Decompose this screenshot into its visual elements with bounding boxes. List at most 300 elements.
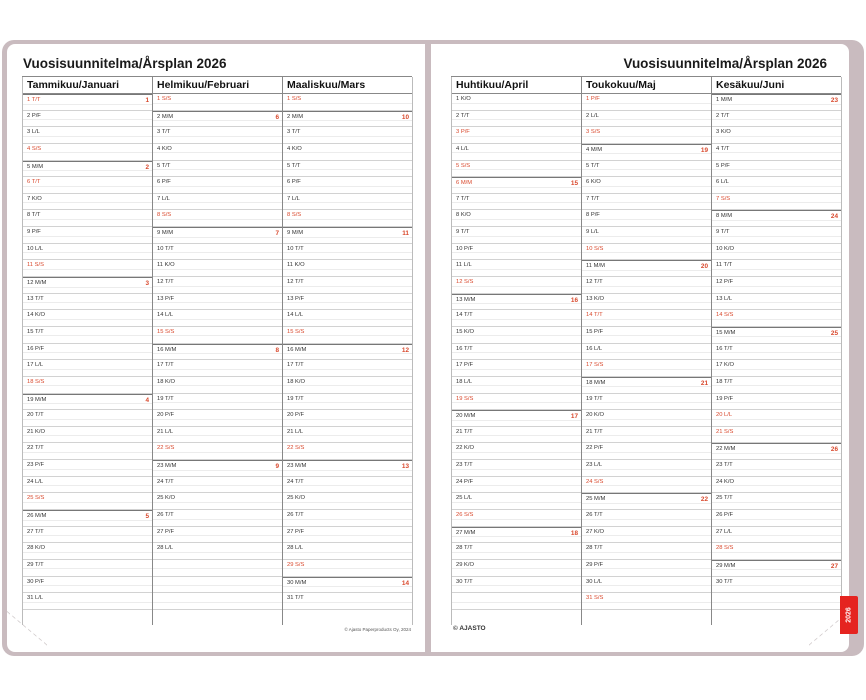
day-row[interactable] (23, 111, 152, 128)
day-row[interactable] (452, 593, 581, 610)
day-row[interactable] (283, 460, 412, 477)
day-row[interactable] (153, 377, 282, 394)
week-number: 10 (401, 113, 409, 121)
day-row[interactable] (452, 360, 581, 377)
day-row[interactable] (452, 294, 581, 311)
day-label: 22 T/T (27, 445, 44, 452)
ruling-line (153, 402, 282, 403)
day-row[interactable] (712, 460, 841, 477)
day-row[interactable] (283, 194, 412, 211)
ruling-line (23, 502, 152, 503)
ruling-line (23, 104, 152, 105)
day-row[interactable] (712, 410, 841, 427)
day-row[interactable] (712, 443, 841, 460)
ruling-line (712, 552, 841, 553)
day-row[interactable] (582, 377, 711, 394)
day-row[interactable] (23, 210, 152, 227)
day-row[interactable] (153, 210, 282, 227)
day-row[interactable] (153, 577, 282, 594)
day-row[interactable] (23, 344, 152, 361)
day-row[interactable] (712, 144, 841, 161)
day-row[interactable] (582, 493, 711, 510)
day-row[interactable] (712, 327, 841, 344)
ruling-line (153, 136, 282, 137)
ruling-line (153, 269, 282, 270)
day-row[interactable] (283, 111, 412, 128)
day-row[interactable] (712, 510, 841, 527)
day-row[interactable] (153, 593, 282, 610)
day-row[interactable] (283, 527, 412, 544)
day-label: 3 S/S (586, 129, 601, 136)
day-row[interactable] (283, 161, 412, 178)
ruling-line (582, 469, 711, 470)
day-label: 8 M/M (716, 213, 733, 220)
ruling-line (582, 535, 711, 536)
day-row[interactable] (712, 477, 841, 494)
week-number: 4 (145, 396, 149, 404)
day-row[interactable] (452, 144, 581, 161)
day-row[interactable] (23, 94, 152, 111)
day-row[interactable] (452, 577, 581, 594)
day-row[interactable] (23, 161, 152, 178)
day-row[interactable] (283, 360, 412, 377)
day-row[interactable] (153, 410, 282, 427)
day-label: 13 P/F (157, 295, 175, 302)
day-row[interactable] (23, 410, 152, 427)
day-row[interactable] (283, 260, 412, 277)
day-label: 30 L/L (586, 578, 603, 585)
day-row[interactable] (712, 227, 841, 244)
day-label: 24 T/T (287, 478, 304, 485)
day-row[interactable] (712, 493, 841, 510)
day-row[interactable] (153, 277, 282, 294)
day-row[interactable] (452, 177, 581, 194)
ruling-line (283, 335, 412, 336)
ruling-line (582, 319, 711, 320)
day-row[interactable] (712, 560, 841, 577)
ruling-line (153, 435, 282, 436)
day-row[interactable] (153, 493, 282, 510)
day-label: 12 S/S (456, 279, 474, 286)
ruling-line (153, 202, 282, 203)
day-row[interactable] (283, 493, 412, 510)
day-row[interactable] (23, 360, 152, 377)
day-row[interactable] (23, 294, 152, 311)
day-row[interactable] (582, 344, 711, 361)
day-row[interactable] (153, 227, 282, 244)
day-row[interactable] (452, 377, 581, 394)
day-row[interactable] (712, 161, 841, 178)
ruling-line (283, 136, 412, 137)
day-row[interactable] (712, 111, 841, 128)
ruling-line (582, 169, 711, 170)
ruling-line (23, 469, 152, 470)
ruling-line (582, 236, 711, 237)
day-row[interactable] (283, 410, 412, 427)
day-row[interactable] (452, 410, 581, 427)
day-label: 19 T/T (287, 395, 304, 402)
ruling-line (283, 470, 412, 471)
day-row[interactable] (153, 94, 282, 111)
day-row[interactable] (582, 577, 711, 594)
day-row[interactable] (582, 144, 711, 161)
day-row[interactable] (582, 127, 711, 144)
ruling-line (23, 186, 152, 187)
day-row[interactable] (153, 161, 282, 178)
day-row[interactable] (283, 327, 412, 344)
day-row[interactable] (283, 227, 412, 244)
ruling-line (153, 302, 282, 303)
day-row[interactable] (452, 394, 581, 411)
day-label: 22 S/S (287, 445, 305, 452)
ruling-line (582, 419, 711, 420)
day-label: 15 S/S (157, 328, 175, 335)
day-row[interactable] (153, 310, 282, 327)
day-row[interactable] (23, 543, 152, 560)
day-row[interactable] (712, 177, 841, 194)
day-row[interactable] (23, 310, 152, 327)
day-label: 22 S/S (157, 445, 175, 452)
day-row[interactable] (153, 260, 282, 277)
ruling-line (153, 120, 282, 121)
day-row[interactable] (582, 410, 711, 427)
day-row[interactable] (582, 177, 711, 194)
day-row[interactable] (452, 210, 581, 227)
day-label: 28 T/T (456, 545, 473, 552)
day-row[interactable] (452, 460, 581, 477)
day-row[interactable] (283, 294, 412, 311)
day-row[interactable] (153, 527, 282, 544)
day-row[interactable] (153, 477, 282, 494)
day-row[interactable] (23, 443, 152, 460)
day-row[interactable] (452, 543, 581, 560)
ruling-line (582, 369, 711, 370)
day-row[interactable] (712, 260, 841, 277)
year-tab[interactable] (840, 596, 858, 634)
day-row[interactable] (153, 460, 282, 477)
day-row[interactable] (283, 394, 412, 411)
day-row[interactable] (582, 227, 711, 244)
ruling-line (153, 353, 282, 354)
ruling-line (23, 369, 152, 370)
day-row[interactable] (153, 294, 282, 311)
day-row[interactable] (582, 94, 711, 111)
day-row[interactable] (283, 510, 412, 527)
day-row[interactable] (582, 277, 711, 294)
day-row[interactable] (712, 310, 841, 327)
ruling-line (23, 302, 152, 303)
day-row[interactable] (582, 194, 711, 211)
ruling-line (23, 520, 152, 521)
day-label: 14 K/O (27, 312, 46, 319)
day-row[interactable] (23, 493, 152, 510)
day-row[interactable] (452, 327, 581, 344)
day-label: 30 P/F (27, 578, 45, 585)
day-row[interactable] (283, 244, 412, 261)
day-row[interactable] (452, 344, 581, 361)
day-label: 14 L/L (157, 312, 174, 319)
ruling-line (582, 252, 711, 253)
day-label: 7 K/O (27, 195, 42, 202)
day-label: 12 P/F (716, 279, 734, 286)
day-row[interactable] (283, 310, 412, 327)
day-row[interactable] (582, 394, 711, 411)
day-row[interactable] (452, 560, 581, 577)
day-row[interactable] (23, 144, 152, 161)
day-row[interactable] (452, 510, 581, 527)
day-row[interactable] (153, 560, 282, 577)
day-row[interactable] (582, 161, 711, 178)
week-number: 1 (145, 97, 149, 104)
day-row[interactable] (712, 577, 841, 594)
ruling-line (153, 237, 282, 238)
day-row[interactable] (452, 310, 581, 327)
day-row[interactable] (153, 144, 282, 161)
day-label: 3 T/T (287, 129, 301, 136)
day-row[interactable] (23, 477, 152, 494)
week-number: 25 (830, 329, 838, 337)
day-row[interactable] (582, 327, 711, 344)
day-row[interactable] (23, 194, 152, 211)
day-row[interactable] (23, 593, 152, 610)
ruling-line (153, 585, 282, 586)
day-row[interactable] (23, 127, 152, 144)
ruling-line (23, 152, 152, 153)
day-label: 4 K/O (157, 145, 172, 152)
day-row[interactable] (452, 527, 581, 544)
day-label: 15 K/O (456, 328, 475, 335)
day-label: 20 L/L (716, 412, 733, 419)
day-label: 6 M/M (456, 180, 473, 187)
day-row[interactable] (582, 477, 711, 494)
day-row[interactable] (23, 244, 152, 261)
day-row[interactable] (153, 443, 282, 460)
day-row[interactable] (582, 260, 711, 277)
day-row[interactable] (582, 527, 711, 544)
day-row[interactable] (712, 427, 841, 444)
day-row[interactable] (452, 194, 581, 211)
day-row[interactable] (23, 277, 152, 294)
week-number: 22 (700, 496, 708, 504)
day-row[interactable] (23, 577, 152, 594)
day-label: 21 L/L (287, 428, 304, 435)
day-row[interactable] (582, 427, 711, 444)
week-number: 24 (830, 213, 838, 221)
day-row[interactable] (153, 194, 282, 211)
day-row[interactable] (23, 327, 152, 344)
day-label: 5 T/T (157, 162, 171, 169)
day-row[interactable] (582, 593, 711, 610)
day-label: 4 M/M (586, 146, 603, 153)
ruling-line (23, 552, 152, 553)
day-row[interactable] (582, 310, 711, 327)
ruling-line (23, 119, 152, 120)
day-row[interactable] (582, 510, 711, 527)
day-row[interactable] (23, 510, 152, 527)
day-row[interactable] (712, 210, 841, 227)
day-row[interactable] (23, 527, 152, 544)
day-row[interactable] (712, 527, 841, 544)
day-label: 3 P/F (456, 129, 470, 136)
day-label: 28 S/S (716, 545, 734, 552)
ruling-line (712, 453, 841, 454)
day-row[interactable] (23, 560, 152, 577)
day-label: 20 P/F (287, 412, 305, 419)
day-label: 7 S/S (716, 195, 731, 202)
day-row[interactable] (452, 227, 581, 244)
day-label: 13 T/T (27, 295, 44, 302)
day-label: 25 K/O (287, 495, 306, 502)
day-label: 30 T/T (456, 578, 473, 585)
day-row[interactable] (712, 94, 841, 111)
ruling-line (582, 352, 711, 353)
day-row[interactable] (712, 127, 841, 144)
day-row[interactable] (712, 194, 841, 211)
day-row[interactable] (23, 394, 152, 411)
day-row[interactable] (712, 543, 841, 560)
day-row[interactable] (452, 427, 581, 444)
day-label: 30 T/T (716, 578, 733, 585)
ruling-line (153, 385, 282, 386)
day-row[interactable] (712, 593, 841, 610)
day-row[interactable] (283, 144, 412, 161)
day-row[interactable] (452, 477, 581, 494)
day-row[interactable] (712, 294, 841, 311)
day-row[interactable] (23, 260, 152, 277)
day-row[interactable] (23, 227, 152, 244)
ruling-line (153, 169, 282, 170)
day-row[interactable] (452, 111, 581, 128)
day-label: 23 T/T (456, 462, 473, 469)
day-row[interactable] (452, 260, 581, 277)
day-row[interactable] (582, 460, 711, 477)
month-grid (22, 76, 412, 625)
day-row[interactable] (153, 244, 282, 261)
day-label: 25 M/M (586, 496, 606, 503)
day-row[interactable] (712, 377, 841, 394)
day-row[interactable] (153, 360, 282, 377)
day-row[interactable] (153, 111, 282, 128)
day-label: 13 K/O (586, 295, 605, 302)
day-row[interactable] (283, 210, 412, 227)
day-row[interactable] (582, 360, 711, 377)
day-row[interactable] (283, 443, 412, 460)
ruling-line (712, 469, 841, 470)
day-row[interactable] (283, 427, 412, 444)
day-label: 2 P/F (27, 112, 41, 119)
day-row[interactable] (283, 377, 412, 394)
day-row[interactable] (283, 277, 412, 294)
day-row[interactable] (283, 177, 412, 194)
ruling-line (582, 119, 711, 120)
day-row[interactable] (712, 360, 841, 377)
day-label: 3 K/O (716, 129, 731, 136)
day-row[interactable] (283, 94, 412, 111)
day-row[interactable] (283, 577, 412, 594)
day-label: 18 K/O (287, 378, 306, 385)
day-row[interactable] (582, 111, 711, 128)
day-row[interactable] (153, 344, 282, 361)
day-label: 26 M/M (27, 513, 47, 520)
day-label: 3 T/T (157, 129, 171, 136)
ruling-line (582, 386, 711, 387)
day-label: 30 M/M (287, 579, 307, 586)
day-row[interactable] (153, 510, 282, 527)
week-number: 11 (402, 230, 409, 238)
day-row[interactable] (283, 560, 412, 577)
ruling-line (283, 286, 412, 287)
day-row[interactable] (582, 560, 711, 577)
day-row[interactable] (153, 394, 282, 411)
month-column (581, 77, 711, 625)
day-row[interactable] (283, 127, 412, 144)
day-row[interactable] (153, 127, 282, 144)
day-label: 2 T/T (716, 112, 730, 119)
ruling-line (452, 502, 581, 503)
right-page (431, 44, 849, 652)
ruling-line (452, 385, 581, 386)
day-label: 21 S/S (716, 428, 734, 435)
day-label: 9 L/L (586, 229, 599, 236)
ruling-line (712, 169, 841, 170)
day-row[interactable] (582, 294, 711, 311)
day-row[interactable] (153, 427, 282, 444)
ruling-line (712, 236, 841, 237)
day-row[interactable] (712, 244, 841, 261)
day-row[interactable] (452, 94, 581, 111)
ruling-line (712, 104, 841, 105)
ruling-line (153, 419, 282, 420)
day-row[interactable] (712, 277, 841, 294)
day-row[interactable] (452, 127, 581, 144)
day-row[interactable] (452, 161, 581, 178)
ruling-line (712, 252, 841, 253)
day-row[interactable] (23, 177, 152, 194)
day-row[interactable] (283, 593, 412, 610)
day-label: 27 K/O (586, 528, 605, 535)
day-label: 28 T/T (586, 545, 603, 552)
day-row[interactable] (582, 244, 711, 261)
ruling-line (452, 435, 581, 436)
day-row[interactable] (23, 460, 152, 477)
day-row[interactable] (23, 377, 152, 394)
day-row[interactable] (582, 210, 711, 227)
day-row[interactable] (153, 543, 282, 560)
day-row[interactable] (712, 344, 841, 361)
day-row[interactable] (452, 443, 581, 460)
day-label: 13 L/L (716, 295, 733, 302)
day-row[interactable] (452, 277, 581, 294)
ruling-line (23, 585, 152, 586)
day-row[interactable] (283, 477, 412, 494)
day-row[interactable] (452, 244, 581, 261)
ruling-line (712, 352, 841, 353)
ruling-line (582, 202, 711, 203)
day-row[interactable] (153, 177, 282, 194)
day-row[interactable] (23, 427, 152, 444)
day-row[interactable] (712, 394, 841, 411)
day-row[interactable] (582, 443, 711, 460)
ruling-line (582, 153, 711, 154)
day-row[interactable] (283, 543, 412, 560)
day-row[interactable] (582, 543, 711, 560)
day-row[interactable] (452, 493, 581, 510)
ruling-line (283, 237, 412, 238)
day-row[interactable] (283, 344, 412, 361)
ruling-line (712, 502, 841, 503)
day-label: 23 P/F (27, 462, 45, 469)
day-row[interactable] (153, 327, 282, 344)
